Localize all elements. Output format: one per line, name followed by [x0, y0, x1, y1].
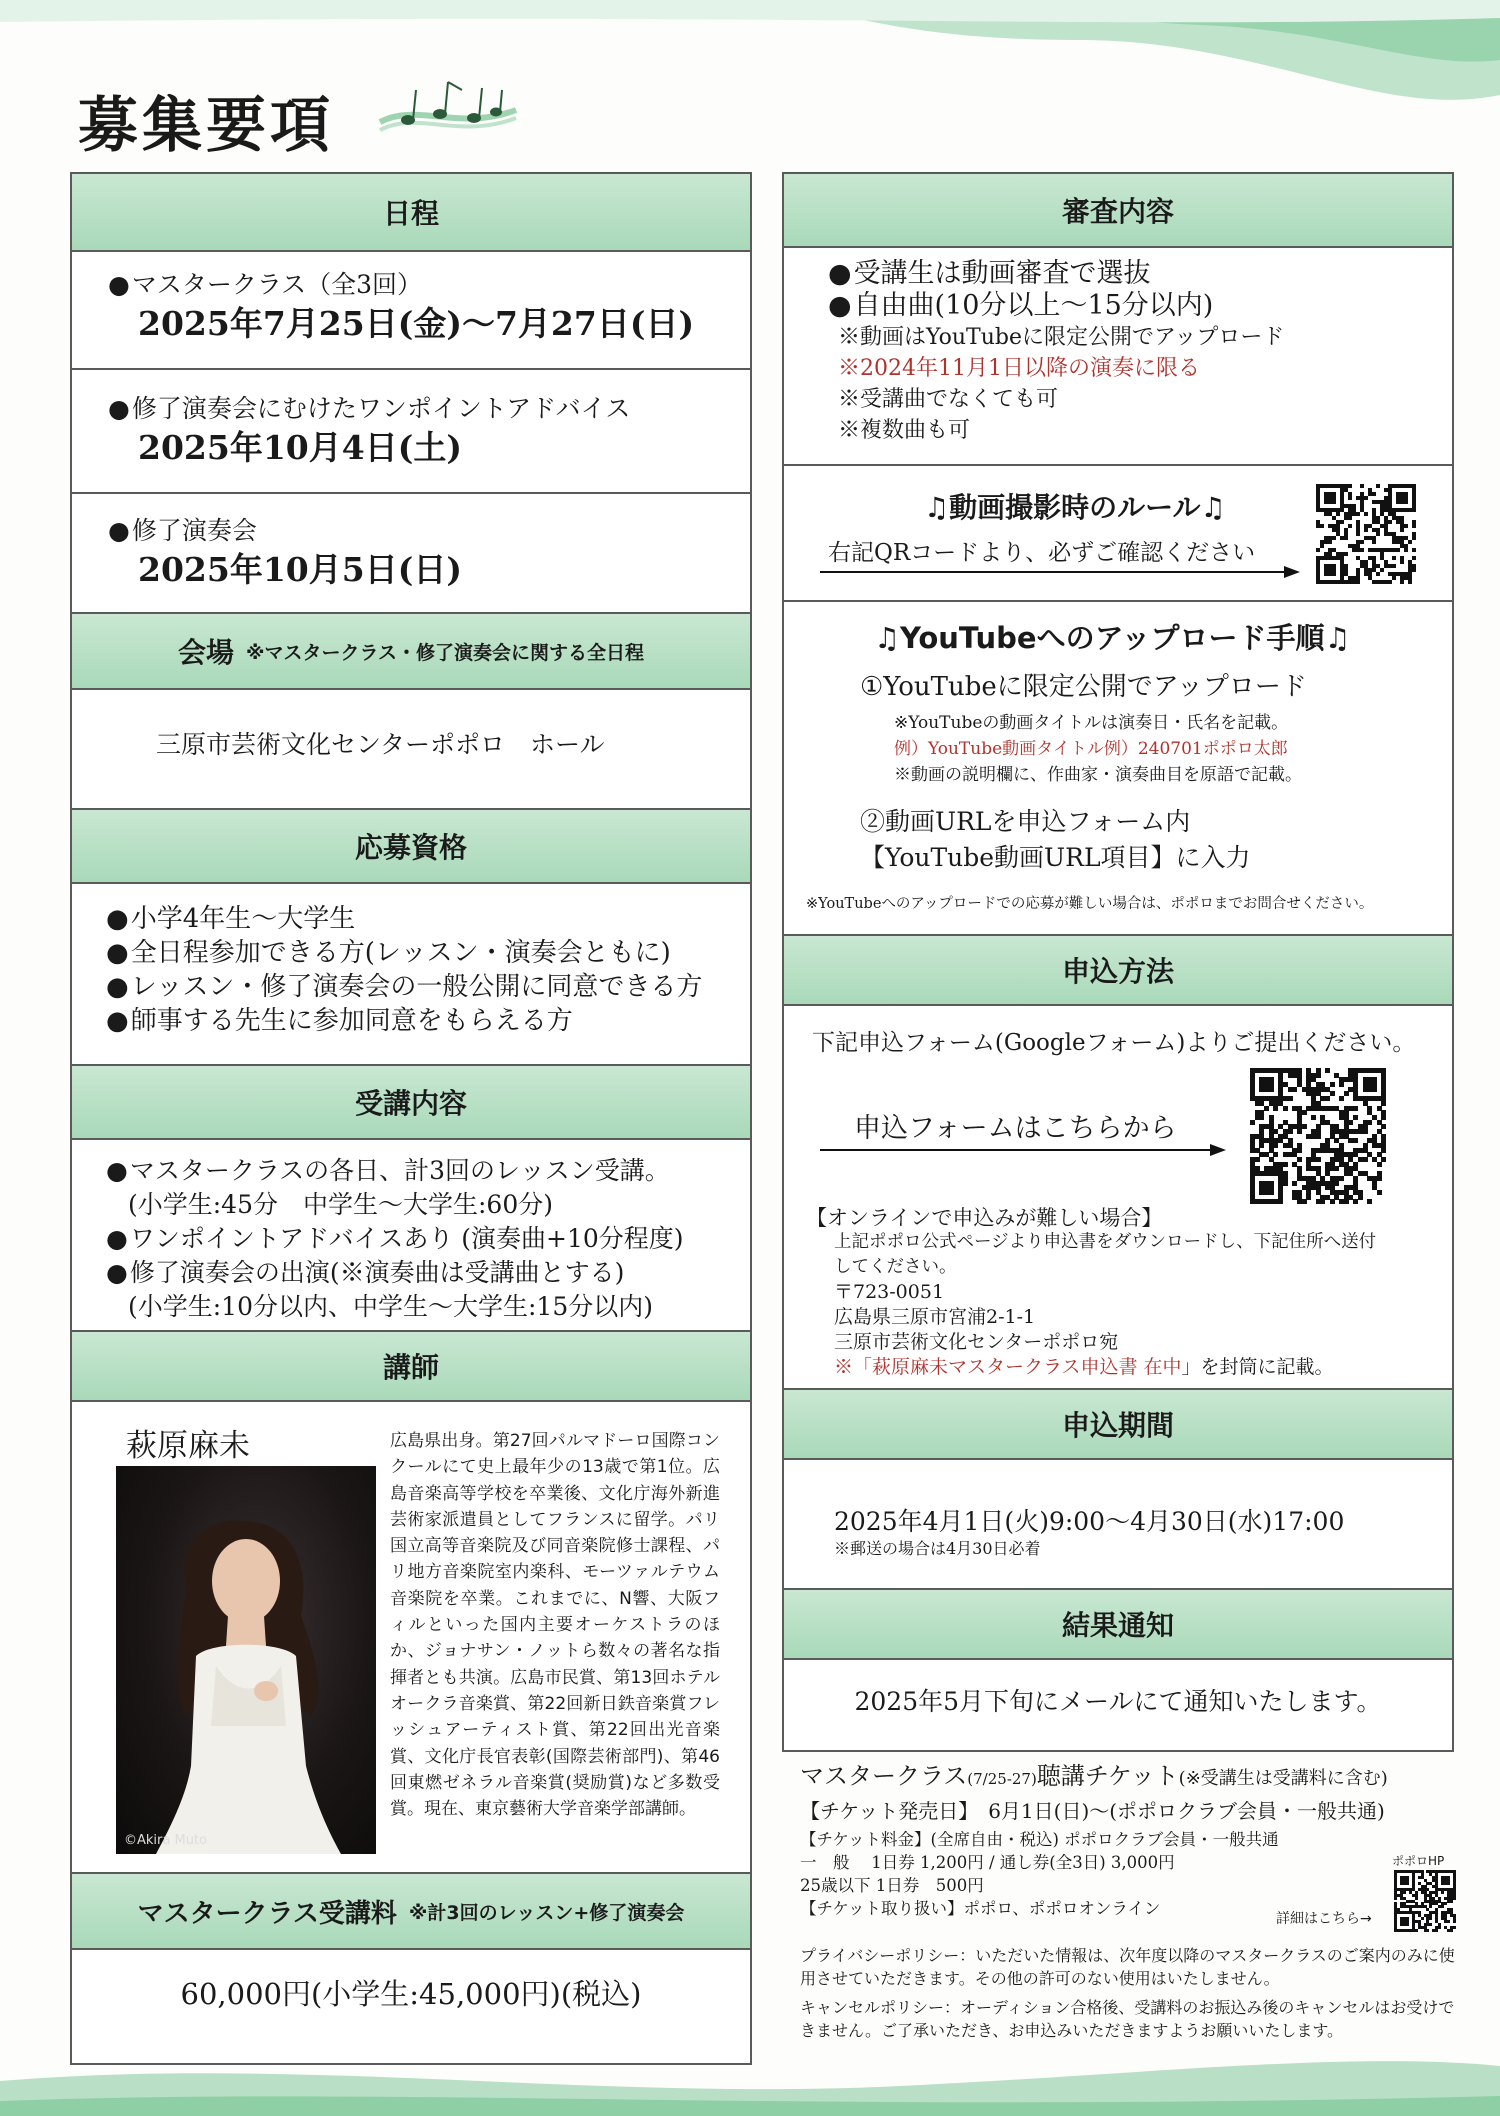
arrow-right-icon [820, 564, 1304, 580]
review-section: ● 受講生は動画審査で選抜 ● 自由曲(10分以上～15分以内) ※動画はYouTubeに限定公開でアップロード ※2024年11月1日以降の演奏に限る ※受講曲でなくても可 ※複数曲も可 [784, 248, 1452, 466]
schedule-header: 日程 [72, 174, 750, 252]
apply-form-qr-code[interactable] [1250, 1068, 1386, 1204]
popolo-hp-qr-code[interactable] [1394, 1870, 1456, 1932]
pianist-portrait-image [116, 1466, 376, 1854]
venue-header: 会場 ※マスタークラス・修了演奏会に関する全日程 [72, 614, 750, 690]
fee-header: マスタークラス受講料 ※計3回のレッスン+修了演奏会 [72, 1874, 750, 1950]
list-item: ● 全日程参加できる方(レッスン・演奏会ともに) [106, 936, 750, 970]
result-section: 2025年5月下旬にメールにて通知いたします。 [854, 1687, 1382, 1716]
list-item: ● 師事する先生に参加同意をもらえる方 [106, 1004, 750, 1038]
form-link[interactable]: 申込フォームはこちらから [854, 1113, 1177, 1144]
rules-qr-code[interactable] [1316, 484, 1416, 584]
list-item: ● 小学4年生～大学生 [106, 902, 750, 936]
youtube-section: ♫YouTubeへのアップロード手順♫ ①YouTubeに限定公開でアップロード ※YouTubeの動画タイトルは演奏日・氏名を記載。 例）YouTube動画タイトル例）240701ポポロ太郎 ※動画の説明欄に、作曲家・演奏曲目を原語で記載。 ②動画URLを申込フォーム内 【YouTube動画URL項目】に入力 ※YouTubeへのアップロードでの応募が難しい場合は、ポポロまでお問合せください。 [784, 602, 1452, 936]
fee-text: 60,000円(小学生:45,000円)(税込) [180, 1977, 642, 2011]
eligibility-list [72, 884, 750, 1066]
page-title: 募集要項 [78, 91, 334, 161]
apply-header: 申込方法 [784, 936, 1452, 1006]
ticket-info: マスタークラス(7/25-27)聴講チケット(※受講生は受講料に含む) 【チケット発売日】 6月1日(日)～(ポポロクラブ会員・一般共通) 【チケット料金】(全席自由・税込) ポポロクラブ会員・一般共通 一 般 1日券 1,200円 / 通し券(全3日) 3,000円 25歳以下 1日券 500円 【チケット取り扱い】ポポロ、ポポロオンライン ポポロHP 詳細はこちら→ [800, 1756, 1460, 1920]
eligibility-header: 応募資格 [72, 810, 750, 884]
rules-section [784, 466, 1452, 602]
result-header: 結果通知 [784, 1590, 1452, 1660]
period-section: 2025年4月1日(火)9:00～4月30日(水)17:00 ※郵送の場合は4月30日必着 [784, 1460, 1452, 1590]
list-item: ● レッスン・修了演奏会の一般公開に同意できる方 [106, 970, 750, 1004]
rules-text: 右記QRコードより、必ずご確認ください [828, 540, 1256, 566]
course-header: 受講内容 [72, 1066, 750, 1140]
schedule-item-concert: ● 修了演奏会 2025年10月5日(日) [72, 494, 750, 614]
arrow-right-icon [820, 1142, 1230, 1158]
schedule-item-advice: ● 修了演奏会にむけたワンポイントアドバイス 2025年10月4日(土) [72, 370, 750, 494]
venue-text: 三原市芸術文化センターポポロ ホール [156, 730, 605, 759]
venue-section [72, 690, 750, 810]
instructor-name: 萩原麻未 [126, 1428, 250, 1464]
course-section: ● マスタークラスの各日、計3回のレッスン受講。 (小学生:45分 中学生～大学生:60分) ● ワンポイントアドバイスあり (演奏曲+10分程度) ● 修了演奏会の出演(※演奏曲は受講曲とする) (小学生:10分以内、中学生～大学生:15分以内) [72, 1140, 750, 1332]
instructor-section [72, 1402, 750, 1874]
apply-section: 下記申込フォーム(Googleフォーム)よりご提出ください。 申込フォームはこちらから 【オンラインで申込みが難しい場合】 上記ポポロ公式ページより申込書をダウンロードし、下記住所へ送付 してください。 〒723-0051 広島県三原市宮浦2-1-1 三原市芸術文化センターポポロ宛 ※「萩原麻未マスタークラス申込書 在中」を封筒に記載。 [784, 1006, 1452, 1390]
rules-title: ♫動画撮影時のルール♫ [924, 491, 1226, 524]
policy-notes: プライバシーポリシー：いただいた情報は、次年度以降のマスタークラスのご案内のみに使用させていただきます。その他の許可のない使用はいたしません。 キャンセルポリシー：オーディション合格後、受講料のお振込み後のキャンセルはお受けできません。ご了承いただき、お申込みいただきますようお願いいたします。 [800, 1946, 1455, 2040]
details-link[interactable]: 詳細はこちら→ [1276, 1911, 1372, 1927]
right-column [782, 172, 1454, 1752]
music-notes-icon [378, 72, 518, 142]
instructor-bio: 広島県出身。第27回パルマドーロ国際コンクールにて史上最年少の13歳で第1位。広島音楽高等学校を卒業後、文化庁海外新進芸術家派遣員としてフランスに留学。パリ国立高等音楽院及び同音楽院修士課程、パリ地方音楽院室内楽科、モーツァルテウム音楽院を卒業。これまでに、N響、大阪フィルといった国内主要オーケストラのほか、ジョナサン・ノットら数々の著名な指揮者とも共演。広島市民賞、第13回ホテルオークラ音楽賞、第22回新日鉄音楽賞フレッシュアーティスト賞、第22回出光音楽賞、文化庁長官表彰(国際芸術部門)、第46回東燃ゼネラル音楽賞(奨励賞)など多数受賞。現在、東京藝術大学音楽学部講師。 [390, 1431, 720, 1820]
fee-section [72, 1950, 750, 2040]
photo-credit: ©Akira Muto [124, 1833, 207, 1848]
left-column [70, 172, 752, 2065]
youtube-title: ♫YouTubeへのアップロード手順♫ [874, 621, 1351, 655]
instructor-header: 講師 [72, 1332, 750, 1402]
schedule-item-masterclass: ● マスタークラス（全3回） 2025年7月25日(金)～7月27日(日) [72, 252, 750, 370]
period-header: 申込期間 [784, 1390, 1452, 1460]
review-header: 審査内容 [784, 174, 1452, 248]
instructor-photo [116, 1466, 376, 1854]
